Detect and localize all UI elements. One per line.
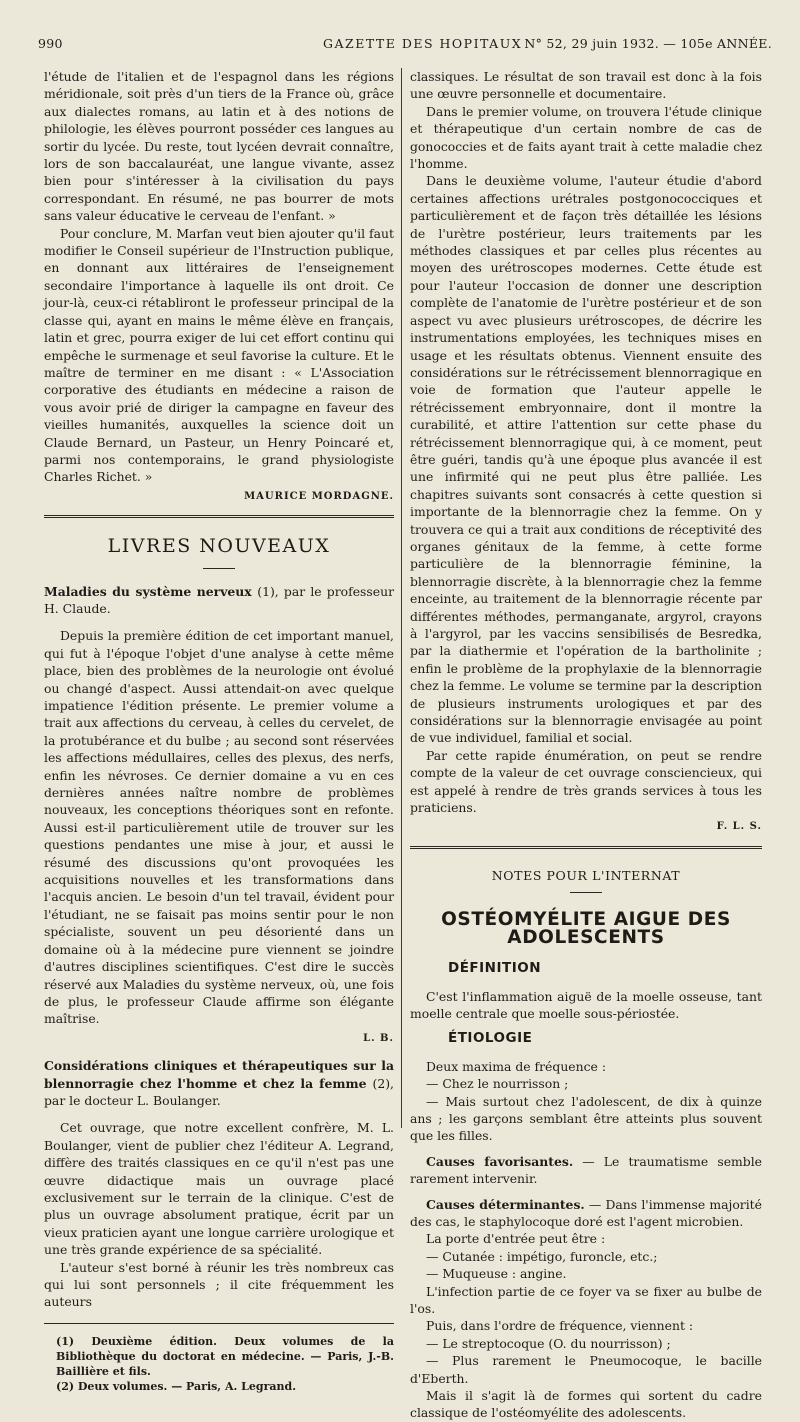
paragraph: C'est l'inflammation aiguë de la moelle osseuse, tant moelle centrale que moelle sous-périostée. [410,988,762,1021]
left-column [44,68,394,1394]
paragraph: Dans le premier volume, on trouvera l'étude clinique et thérapeutique d'un certain nombre de cas de gonococcies et de faits ayant trait à cette maladie chez l'homme. [410,103,762,172]
lead-in-text: — Dans l'immense majorité des cas, le staphylocoque doré est l'agent microbien. [410,1196,762,1229]
book-title-author: (1), par le professeur H. Claude. [44,583,394,616]
paragraph: classiques. Le résultat de son travail est donc à la fois une œuvre personnelle et documentaire. [410,69,762,102]
paragraph [410,1153,762,1188]
book-review: Depuis la première édition de cet important manuel, qui fut à l'époque l'objet d'une analyse à cette même place, bien des problèmes de la neurologie ont évolué ou changé d'aspect. Aussi attendait-on avec quelque impatience l'édition présente. Le premier volume a trait aux affections du cerveau, à celles du cervelet, de la protubérance et du bulbe ; au second sont réservées les affections médullaires, celles des plexus, des nerfs, enfin les névroses. Ce dernier domaine a vu en ces dernières années naître nombre de problèmes nouveaux, les conceptions théoriques sont en refonte. Aussi est-il particulièrement utile de trouver sur les questions pendantes une mise à jour, et aussi le résumé des discussions qu'ont provoquées les acquisitions nouvelles et les transformations dans l'acquis ancien. Le besoin d'un tel travail, évident pour l'étudiant, ne se faisait pas moins sentir pour le non spécialiste, souvent un peu désorienté dans un domaine où à la médecine pure viennent se joindre d'autres disciplines scientifiques. C'est dire le succès réservé aux Maladies du système nerveux, où, une fois de plus, le professeur Claude affirme son élégante maîtrise. [44,628,394,1027]
journal-title: GAZETTE DES HOPITAUX [323,36,523,51]
paragraph: Pour conclure, M. Marfan veut bien ajouter qu'il faut modifier le Conseil supérieur de l'Instruction publique, en donnant aux littéraires de l'enseignement secondaire l'importance à laquelle ils ont droit. Ce jour-là, ceux-ci rétabliront le professeur principal de la classe qui, ayant en mains le même élève en français, latin et grec, pourra exiger de lui cet effort continu qui empêche le surmenage et seul favorise la culture. Et le maître de terminer en me disant : « L'Association corporative des étudiants en médecine a raison de vous avoir prié de diriger la campagne en faveur des vieilles humanités, auxquelles la science doit un Claude Bernard, un Pasteur, un Henry Poincaré et, parmi nos contemporains, le grand physiologiste Charles Richet. » [44,225,394,485]
book-title-text: Maladies du système nerveux [44,583,252,599]
lead-in: Causes favorisantes. [426,1153,574,1169]
double-rule [410,846,762,849]
subheading: ÉTIOLOGIE [448,1030,533,1047]
book-title-author: (2), par le docteur L. Boulanger. [44,1075,394,1108]
right-column [410,68,762,1422]
paragraph [410,1196,762,1231]
page-header [38,36,772,58]
section-title: NOTES POUR L'INTERNAT [491,867,681,883]
footnote: (2) Deux volumes. — Paris, A. Legrand. [56,1379,297,1393]
page-number: 990 [38,36,63,51]
paragraph: L'infection partie de ce foyer va se fixer au bulbe de l'os. [410,1283,762,1316]
paragraph: Mais il s'agit là de formes qui sortent du cadre classique de l'ostéomyélite des adolescents. [410,1388,762,1421]
reviewer-signature: F. L. S. [716,821,762,833]
reviewer-signature: L. B. [363,1032,394,1044]
paragraph: — Mais surtout chez l'adolescent, de dix à quinze ans ; les garçons semblant être atteints plus souvent que les filles. [410,1093,762,1144]
footnote-rule [44,1323,394,1324]
paragraph: l'étude de l'italien et de l'espagnol dans les régions méridionale, soit près d'un tiers de la France où, grâce aux dialectes romans, au latin et à des notions de philologie, les élèves pourront posséder ces langues au sortir du lycée. Du reste, tout lycéen devrait connaître, lors de son baccalauréat, une langue vivante, assez bien pour s'intéresser à la civilisation du pays correspondant. En résumé, ne pas bourrer de mots sans valeur éducative le cerveau de l'enfant. » [44,69,394,224]
paragraph: — Chez le nourrisson ; [426,1076,569,1092]
short-rule [203,568,235,569]
paragraph: — Cutanée : impétigo, furoncle, etc.; [426,1248,658,1264]
double-rule [44,515,394,518]
section-title: LIVRES NOUVEAUX [107,535,331,558]
footnote: (1) Deuxième édition. Deux volumes de la Bibliothèque du doctorat en médecine. — Paris, J.-B. Baillière et fils. [56,1334,394,1378]
paragraph: La porte d'entrée peut être : [426,1231,606,1247]
book-title [44,583,394,618]
paragraph: Dans le deuxième volume, l'auteur étudie d'abord certaines affections urétrales postgonococciques et particulièrement et de façon très détaillée les lésions de l'urètre postérieur, leurs traitements par les méthodes classiques et par celles plus récentes au moyen des urétroscopes modernes. Cette étude est pour l'auteur l'occasion de donner une description complète de l'anatomie de l'urètre postérieur et de son aspect vu avec plusieurs urétroscopes, de décrire les instrumentations employées, les techniques mises en usage et les résultats obtenus. Viennent ensuite des considérations sur le rétrécissement blennorragique en voie de formation que l'auteur appelle le rétrécissement embryonnaire, dont il montre la curabilité, et attire l'attention sur cette phase du rétrécissement blennorragique qui, à ce moment, peut être guéri, tandis qu'à une époque plus avancée il est une infirmité qui ne peut plus être palliée. Les chapitres suivants sont consacrés à cette question si importante de la blennorragie chez la femme. On y trouvera ce qui a trait aux conditions de réceptivité des organes génitaux de la femme, à cette forme particulière de la blennorragie féminine, la blennorragie discrète, à la blennorragie chez la femme enceinte, au traitement de la blennorragie récente par différentes méthodes, permanganate, argyrol, crayons à l'argyrol, par les vaccins sensibilisés de Besredka, par la diathermie et l'opération de la bartholinite ; enfin le problème de la prophylaxie de la blennorragie chez la femme. Le volume se termine par la description de plusieurs instruments urologiques et par des considérations sur la blennorragie envisagée au point de vue individuel, familial et social. [410,173,762,746]
book-title [44,1057,394,1109]
author-signature: MAURICE MORDAGNE. [244,490,394,502]
book-title-text: Considérations cliniques et thérapeutiques sur la blennorragie chez l'homme et chez la femme [44,1058,394,1091]
lead-in-text: — Le traumatisme semble rarement intervenir. [410,1153,763,1187]
paragraph: — Plus rarement le Pneumocoque, le bacille d'Eberth. [410,1353,762,1386]
paragraph: Par cette rapide énumération, on peut se rendre compte de la valeur de cet ouvrage consciencieux, qui est appelé à rendre de très grands services à tous les praticiens. [410,747,762,816]
book-review: Cet ouvrage, que notre excellent confrère, M. L. Boulanger, vient de publier chez l'éditeur A. Legrand, diffère des traités classiques en ce qu'il n'est pas une œuvre didactique mais un ouvrage placé exclusivement sur le terrain de la clinique. C'est de plus un ouvrage absolument pratique, écrit par un vieux praticien ayant une longue carrière urologique et une très grande expérience de sa spécialité. [44,1120,394,1258]
issue-info: N° 52, 29 juin 1932. — 105e ANNÉE. [524,36,772,51]
lead-in: Causes déterminantes. [426,1196,585,1212]
subheading: DÉFINITION [448,960,542,977]
column-divider [401,68,402,1128]
paragraph: Puis, dans l'ordre de fréquence, viennent : [426,1318,694,1334]
paragraph: — Muqueuse : angine. [426,1266,567,1282]
paragraph: Deux maxima de fréquence : [426,1058,606,1074]
book-review: L'auteur s'est borné à réunir les très nombreux cas qui lui sont personnels ; il cite fréquemment les auteurs [44,1259,394,1310]
article-title: OSTÉOMYÉLITE AIGUE DES ADOLESCENTS [441,909,731,948]
short-rule [570,892,602,893]
paragraph: — Le streptocoque (O. du nourrisson) ; [426,1335,671,1351]
